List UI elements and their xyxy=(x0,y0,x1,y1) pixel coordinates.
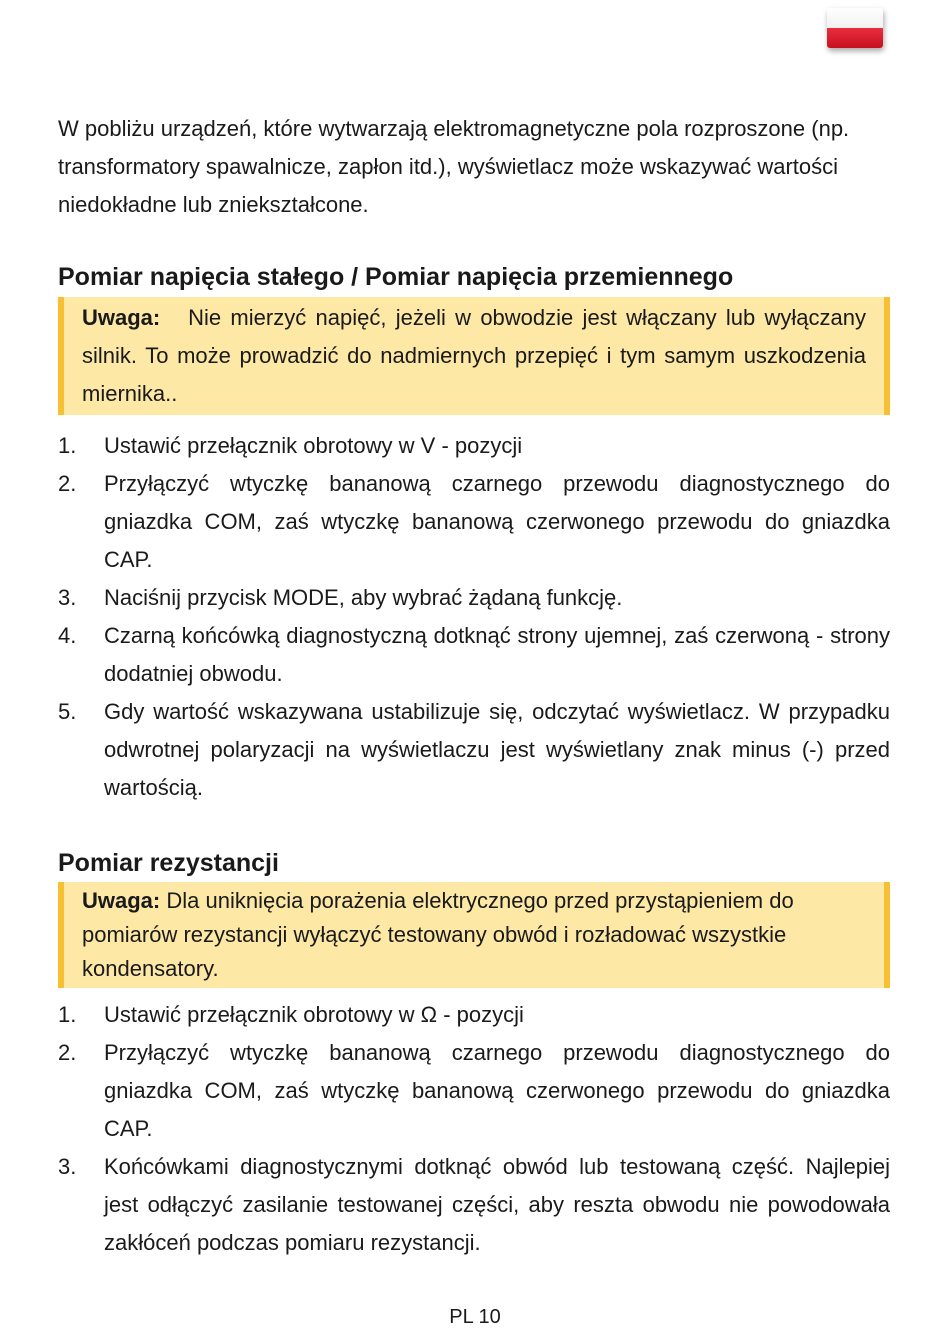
step-number: 3. xyxy=(58,1154,77,1179)
intro-paragraph: W pobliżu urządzeń, które wytwarzają elektromagnetyczne pola rozproszone (np. transformatory spawalnicze, zapłon itd.), wyświetlacz może wskazywać wartości niedokładne lub zniekształcone. xyxy=(58,116,850,217)
section-heading-voltage: Pomiar napięcia stałego / Pomiar napięcia przemiennego xyxy=(58,263,734,291)
step-number: 1. xyxy=(58,433,77,458)
step-number: 3. xyxy=(58,585,77,610)
list-item xyxy=(58,693,890,807)
list-item xyxy=(58,617,890,693)
note-label: Uwaga: xyxy=(82,888,161,913)
note-label: Uwaga: xyxy=(82,305,161,330)
step-text: Ustawić przełącznik obrotowy w V - pozycji xyxy=(104,433,523,458)
steps-list-resistance xyxy=(58,996,890,1262)
step-text: Końcówkami diagnostycznymi dotknąć obwód lub testowaną część. Najlepiej jest odłączyć zasilanie testowanej części, aby reszta obwodu nie powodowała zakłóceń podczas pomiaru rezystancji. xyxy=(104,1154,890,1255)
list-item xyxy=(58,1034,890,1148)
section-heading-resistance: Pomiar rezystancji xyxy=(58,849,279,877)
warning-note-resistance xyxy=(58,882,890,988)
step-text: Ustawić przełącznik obrotowy w Ω - pozycji xyxy=(104,1002,524,1027)
step-text: Przyłączyć wtyczkę bananową czarnego przewodu diagnostycznego do gniazdka COM, zaś wtyczkę bananową czerwonego przewodu do gniazdka CAP. xyxy=(104,471,890,572)
warning-note-voltage xyxy=(58,297,890,415)
step-text: Naciśnij przycisk MODE, aby wybrać żądaną funkcję. xyxy=(104,585,623,610)
note-text: Nie mierzyć napięć, jeżeli w obwodzie jest włączany lub wyłączany silnik. To może prowadzić do nadmiernych przepięć i tym samym uszkodzenia miernika.. xyxy=(82,305,866,406)
step-number: 5. xyxy=(58,699,77,724)
step-text: Przyłączyć wtyczkę bananową czarnego przewodu diagnostycznego do gniazdka COM, zaś wtyczkę bananową czerwonego przewodu do gniazdka CAP. xyxy=(104,1040,890,1141)
list-item xyxy=(58,465,890,579)
step-number: 1. xyxy=(58,1002,77,1027)
steps-list-voltage xyxy=(58,427,890,807)
polish-flag-icon xyxy=(827,8,883,48)
list-item xyxy=(58,427,890,465)
list-item xyxy=(58,1148,890,1262)
page-number: PL 10 xyxy=(449,1306,501,1328)
step-number: 4. xyxy=(58,623,77,648)
step-text: Czarną końcówką diagnostyczną dotknąć strony ujemnej, zaś czerwoną - strony dodatniej obwodu. xyxy=(104,623,890,686)
list-item xyxy=(58,579,890,617)
step-text: Gdy wartość wskazywana ustabilizuje się, odczytać wyświetlacz. W przypadku odwrotnej polaryzacji na wyświetlaczu jest wyświetlany znak minus (-) przed wartością. xyxy=(104,699,890,800)
list-item xyxy=(58,996,890,1034)
note-text: Dla uniknięcia porażenia elektrycznego przed przystąpieniem do pomiarów rezystancji wyłączyć testowany obwód i rozładować wszystkie kondensatory. xyxy=(82,888,794,981)
step-number: 2. xyxy=(58,471,77,496)
step-number: 2. xyxy=(58,1040,77,1065)
